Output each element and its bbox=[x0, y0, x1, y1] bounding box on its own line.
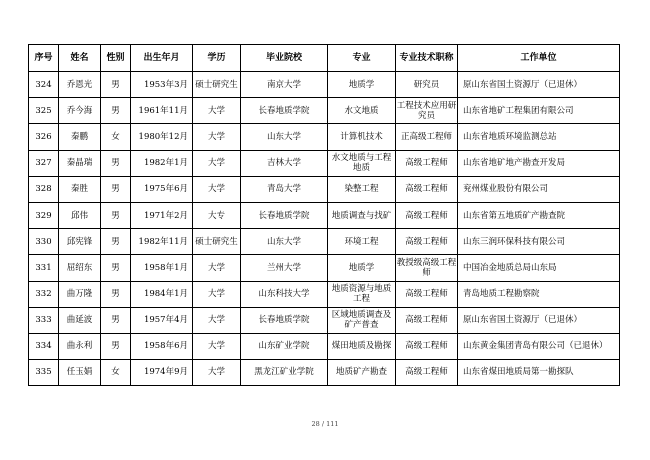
cell-birth: 1971年2月 bbox=[131, 202, 193, 228]
cell-school: 长春地质学院 bbox=[241, 202, 328, 228]
cell-employer: 山东省地矿工程集团有限公司 bbox=[458, 98, 620, 124]
cell-major: 地质矿产勘查 bbox=[328, 359, 396, 385]
cell-name: 秦胜 bbox=[59, 176, 101, 202]
cell-name: 乔今海 bbox=[59, 98, 101, 124]
cell-school: 长春地质学院 bbox=[241, 307, 328, 333]
cell-major: 地质资源与地质工程 bbox=[328, 281, 396, 307]
cell-employer: 山东省地质环境监测总站 bbox=[458, 124, 620, 150]
cell-gender: 男 bbox=[101, 307, 131, 333]
cell-serial: 331 bbox=[29, 255, 59, 281]
cell-major: 煤田地质及勘探 bbox=[328, 333, 396, 359]
cell-title: 高级工程师 bbox=[396, 176, 458, 202]
page-indicator: 28 / 111 bbox=[311, 420, 339, 428]
cell-name: 乔恩光 bbox=[59, 72, 101, 98]
table-row bbox=[29, 229, 620, 255]
cell-employer: 原山东省国土资源厅（已退休） bbox=[458, 72, 620, 98]
cell-major: 地质调查与找矿 bbox=[328, 202, 396, 228]
header-cell: 毕业院校 bbox=[241, 45, 328, 72]
cell-title: 高级工程师 bbox=[396, 229, 458, 255]
cell-birth: 1953年3月 bbox=[131, 72, 193, 98]
cell-employer: 山东省煤田地质局第一勘探队 bbox=[458, 359, 620, 385]
cell-birth: 1961年11月 bbox=[131, 98, 193, 124]
table-header-row bbox=[29, 45, 620, 72]
cell-title: 高级工程师 bbox=[396, 202, 458, 228]
cell-name: 曲延波 bbox=[59, 307, 101, 333]
cell-gender: 男 bbox=[101, 202, 131, 228]
cell-gender: 女 bbox=[101, 124, 131, 150]
cell-title: 研究员 bbox=[396, 72, 458, 98]
cell-school: 长春地质学院 bbox=[241, 98, 328, 124]
cell-gender: 女 bbox=[101, 359, 131, 385]
cell-title: 高级工程师 bbox=[396, 150, 458, 176]
cell-name: 曲永利 bbox=[59, 333, 101, 359]
cell-name: 任玉娟 bbox=[59, 359, 101, 385]
cell-serial: 329 bbox=[29, 202, 59, 228]
cell-serial: 330 bbox=[29, 229, 59, 255]
cell-serial: 324 bbox=[29, 72, 59, 98]
cell-serial: 325 bbox=[29, 98, 59, 124]
cell-birth: 1984年1月 bbox=[131, 281, 193, 307]
cell-serial: 327 bbox=[29, 150, 59, 176]
header-cell: 工作单位 bbox=[458, 45, 620, 72]
cell-gender: 男 bbox=[101, 150, 131, 176]
cell-birth: 1974年9月 bbox=[131, 359, 193, 385]
cell-school: 山东大学 bbox=[241, 124, 328, 150]
cell-title: 工程技术应用研究员 bbox=[396, 98, 458, 124]
cell-major: 地质学 bbox=[328, 72, 396, 98]
cell-major: 水文地质 bbox=[328, 98, 396, 124]
cell-serial: 335 bbox=[29, 359, 59, 385]
cell-birth: 1958年6月 bbox=[131, 333, 193, 359]
cell-education: 硕士研究生 bbox=[193, 229, 241, 255]
cell-title: 正高级工程师 bbox=[396, 124, 458, 150]
cell-birth: 1958年1月 bbox=[131, 255, 193, 281]
cell-gender: 男 bbox=[101, 229, 131, 255]
cell-gender: 男 bbox=[101, 98, 131, 124]
cell-serial: 326 bbox=[29, 124, 59, 150]
cell-birth: 1982年1月 bbox=[131, 150, 193, 176]
table-row bbox=[29, 281, 620, 307]
cell-serial: 333 bbox=[29, 307, 59, 333]
cell-school: 山东科技大学 bbox=[241, 281, 328, 307]
cell-name: 邱宪锋 bbox=[59, 229, 101, 255]
cell-school: 青岛大学 bbox=[241, 176, 328, 202]
cell-birth: 1975年6月 bbox=[131, 176, 193, 202]
cell-school: 黑龙江矿业学院 bbox=[241, 359, 328, 385]
cell-birth: 1982年11月 bbox=[131, 229, 193, 255]
table-body bbox=[29, 72, 620, 386]
cell-employer: 青岛地质工程勘察院 bbox=[458, 281, 620, 307]
cell-title: 高级工程师 bbox=[396, 281, 458, 307]
table-row bbox=[29, 307, 620, 333]
cell-serial: 328 bbox=[29, 176, 59, 202]
cell-serial: 332 bbox=[29, 281, 59, 307]
cell-education: 大学 bbox=[193, 281, 241, 307]
cell-employer: 山东黄金集团青岛有限公司（已退休） bbox=[458, 333, 620, 359]
cell-name: 屈绍东 bbox=[59, 255, 101, 281]
table-row bbox=[29, 359, 620, 385]
cell-title: 高级工程师 bbox=[396, 307, 458, 333]
cell-education: 大专 bbox=[193, 202, 241, 228]
cell-school: 吉林大学 bbox=[241, 150, 328, 176]
cell-name: 邱伟 bbox=[59, 202, 101, 228]
cell-education: 大学 bbox=[193, 255, 241, 281]
cell-school: 山东矿业学院 bbox=[241, 333, 328, 359]
cell-education: 大学 bbox=[193, 176, 241, 202]
cell-birth: 1957年4月 bbox=[131, 307, 193, 333]
cell-title: 高级工程师 bbox=[396, 333, 458, 359]
cell-education: 大学 bbox=[193, 124, 241, 150]
cell-education: 大学 bbox=[193, 333, 241, 359]
cell-major: 地质学 bbox=[328, 255, 396, 281]
cell-employer: 原山东省国土资源厅（已退休） bbox=[458, 307, 620, 333]
cell-employer: 山东三润环保科技有限公司 bbox=[458, 229, 620, 255]
header-cell: 姓名 bbox=[59, 45, 101, 72]
cell-title: 教授级高级工程师 bbox=[396, 255, 458, 281]
cell-major: 水文地质与工程地质 bbox=[328, 150, 396, 176]
cell-major: 区域地质调查及矿产普查 bbox=[328, 307, 396, 333]
cell-major: 染整工程 bbox=[328, 176, 396, 202]
table-row bbox=[29, 255, 620, 281]
table-row bbox=[29, 124, 620, 150]
cell-employer: 中国冶金地质总局山东局 bbox=[458, 255, 620, 281]
cell-name: 秦鹏 bbox=[59, 124, 101, 150]
table-row bbox=[29, 72, 620, 98]
cell-gender: 男 bbox=[101, 255, 131, 281]
cell-name: 秦晶瑞 bbox=[59, 150, 101, 176]
cell-gender: 男 bbox=[101, 176, 131, 202]
table-row bbox=[29, 176, 620, 202]
cell-gender: 男 bbox=[101, 281, 131, 307]
header-cell: 序号 bbox=[29, 45, 59, 72]
cell-major: 环境工程 bbox=[328, 229, 396, 255]
header-cell: 专业 bbox=[328, 45, 396, 72]
header-cell: 学历 bbox=[193, 45, 241, 72]
table-row bbox=[29, 202, 620, 228]
cell-education: 大学 bbox=[193, 359, 241, 385]
cell-major: 计算机技术 bbox=[328, 124, 396, 150]
personnel-table bbox=[28, 44, 620, 386]
header-cell: 性别 bbox=[101, 45, 131, 72]
cell-school: 山东大学 bbox=[241, 229, 328, 255]
cell-birth: 1980年12月 bbox=[131, 124, 193, 150]
cell-education: 硕士研究生 bbox=[193, 72, 241, 98]
table-row bbox=[29, 98, 620, 124]
cell-gender: 男 bbox=[101, 333, 131, 359]
cell-employer: 山东省地矿地产勘查开发局 bbox=[458, 150, 620, 176]
cell-serial: 334 bbox=[29, 333, 59, 359]
table-row bbox=[29, 333, 620, 359]
cell-name: 曲万隆 bbox=[59, 281, 101, 307]
cell-employer: 兖州煤业股份有限公司 bbox=[458, 176, 620, 202]
cell-education: 大学 bbox=[193, 307, 241, 333]
cell-title: 高级工程师 bbox=[396, 359, 458, 385]
cell-education: 大学 bbox=[193, 150, 241, 176]
cell-gender: 男 bbox=[101, 72, 131, 98]
cell-school: 南京大学 bbox=[241, 72, 328, 98]
cell-school: 兰州大学 bbox=[241, 255, 328, 281]
cell-employer: 山东省第五地质矿产勘查院 bbox=[458, 202, 620, 228]
header-cell: 专业技术职称 bbox=[396, 45, 458, 72]
header-cell: 出生年月 bbox=[131, 45, 193, 72]
cell-education: 大学 bbox=[193, 98, 241, 124]
table-row bbox=[29, 150, 620, 176]
